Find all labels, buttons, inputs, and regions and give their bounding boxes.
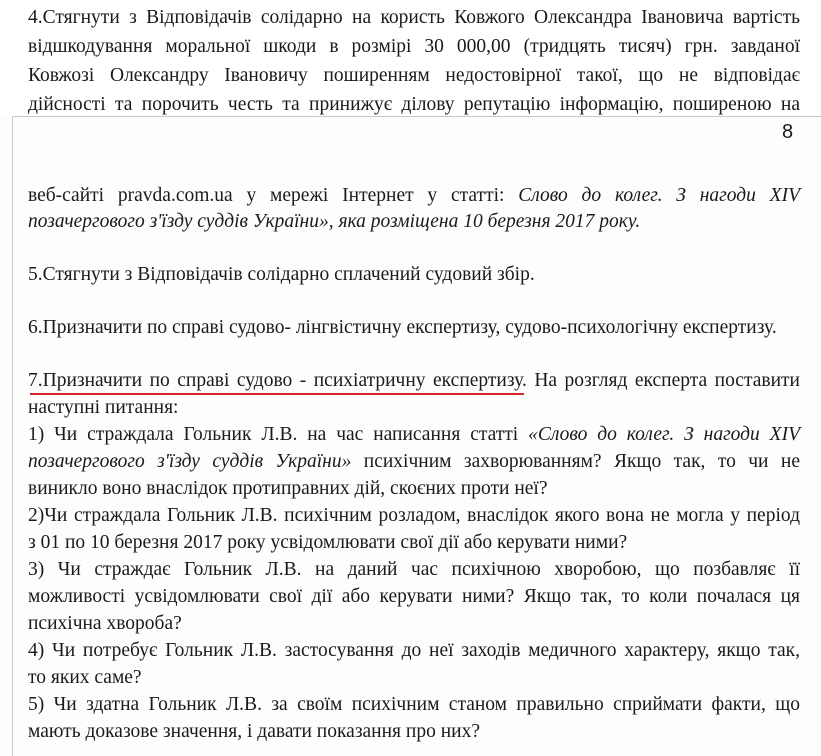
item4-continuation-line-1 (28, 184, 800, 208)
item4-line-3: Ковжозі Олександру Івановичу поширенням недостовірної такої, що не відповідає (28, 65, 800, 86)
item4-line-2: відшкодування моральної шкоди в розмірі 30 000,00 (тридцять тисяч) грн. завданої (28, 36, 800, 57)
q3-line-2: можливості усвідомлювати свої дії або керувати ними? Якщо так, то коли почалася ця (28, 586, 800, 607)
item4-line-1: 4.Стягнути з Відповідачів солідарно на користь Ковжого Олександра Івановича вартість (28, 7, 800, 28)
page-edge-left (12, 116, 13, 756)
continuation-plain: веб-сайті pravda.com.ua у мережі Інтернет у статті: (28, 185, 519, 206)
item4-continuation-line-2: позачергового з'їзду суддів України», яка розміщена 10 березня 2017 року. (28, 211, 641, 232)
item7-line-2: наступні питання: (28, 397, 179, 418)
q5-line-1: 5) Чи здатна Гольник Л.В. за своїм психічним станом правильно сприймати факти, що (28, 694, 800, 715)
q1-plain-2: психічним захворюванням? Якщо так, то чи не (351, 451, 800, 472)
continuation-italic: Слово до колег. З нагоди XIV (518, 185, 800, 206)
q4-line-1: 4) Чи потребує Гольник Л.В. застосування до неї заходів медичного характеру, якщо так, (28, 640, 800, 661)
q3-line-3: психічна хвороба? (28, 613, 182, 634)
q1-line-3: виникло воно внаслідок протиправних дій, скоєних проти неї? (28, 478, 548, 499)
item7-rest: . На розгляд експерта поставити (521, 370, 800, 391)
q1-italic-2: позачергового з'їзду суддів України» (28, 451, 352, 472)
q1-plain: 1) Чи страждала Гольник Л.В. на час написання статті (28, 424, 529, 445)
item7-number: 7. (28, 370, 43, 391)
q2-line-1: 2)Чи страждала Гольник Л.В. психічним розладом, внаслідок якого вона не могла у період (28, 505, 800, 526)
item7-highlighted: Призначити по справі судово - психіатричну експертизу (42, 370, 522, 391)
red-underline (30, 393, 524, 395)
q1-line-1 (28, 423, 800, 447)
page-number: 8 (782, 121, 794, 143)
item6: 6.Призначити по справі судово- лінгвістичну експертизу, судово-психологічну експертизу. (28, 317, 777, 338)
item7-line-1 (28, 369, 800, 393)
q5-line-2: мають доказове значення, і давати показання про них? (28, 721, 480, 742)
q2-line-2: з 01 по 10 березня 2017 року усвідомлювати свої дії або керувати ними? (28, 532, 628, 553)
q1-line-2 (28, 450, 800, 474)
q1-italic: «Слово до колег. З нагоди XIV (528, 424, 800, 445)
q4-line-2: то яких саме? (28, 667, 142, 688)
q3-line-1: 3) Чи страждає Гольник Л.В. на даний час психічною хворобою, що позбавляє її (28, 559, 800, 580)
item5: 5.Стягнути з Відповідачів солідарно сплачений судовий збір. (28, 264, 535, 285)
item4-line-4: дійсності та порочить честь та принижує ділову репутацію інформацію, поширеною на (28, 94, 800, 115)
